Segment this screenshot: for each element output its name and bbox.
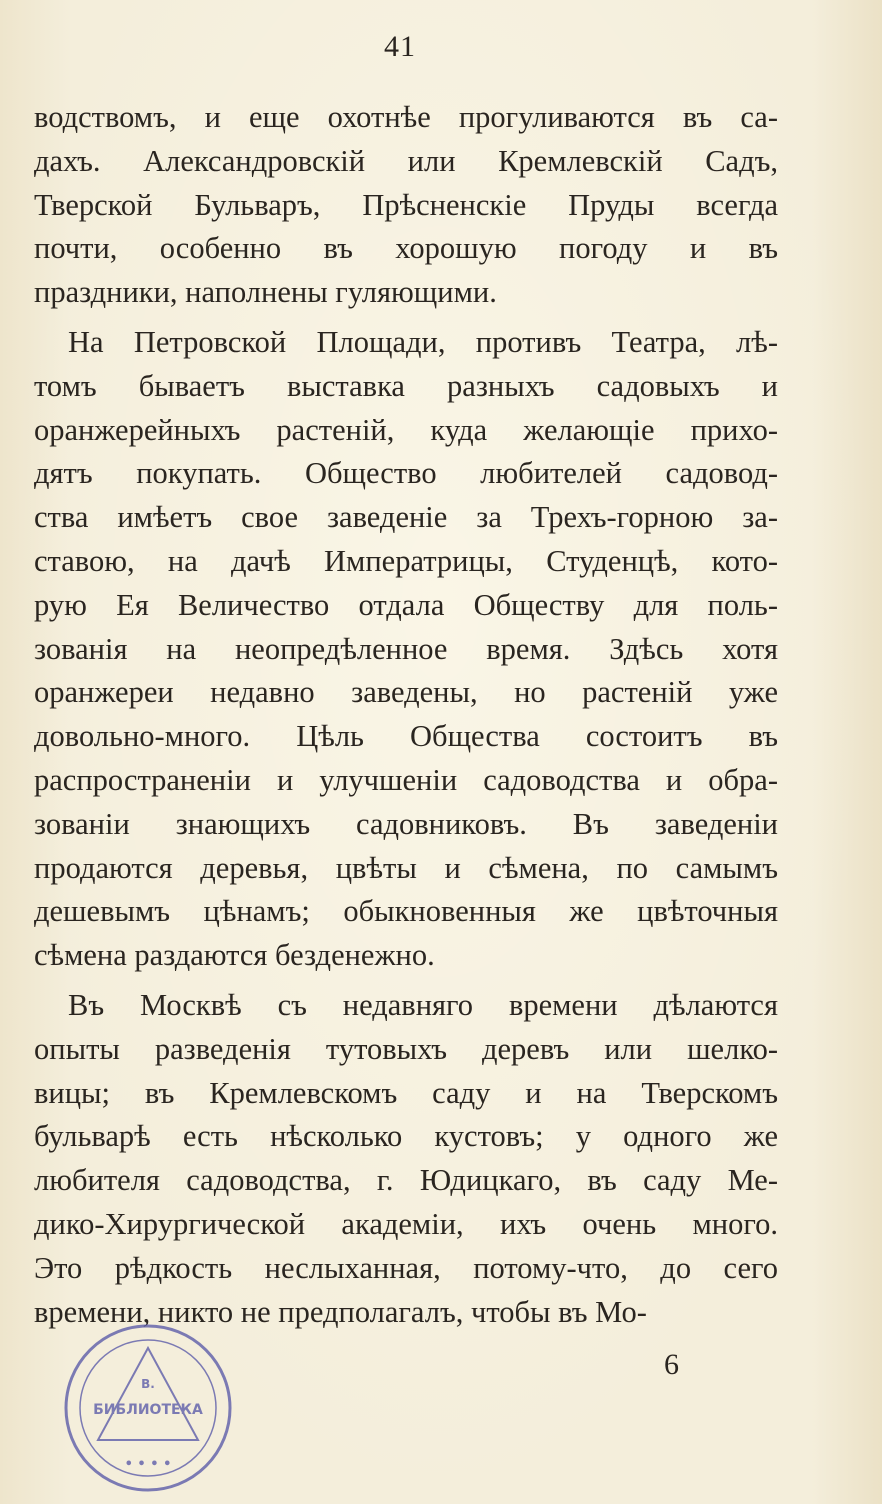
text-line: зованія на неопредѣленное время. Здѣсь хотя <box>34 631 778 666</box>
text-line: дахъ. Александровскій или Кремлевскій Садъ, <box>34 143 778 178</box>
text-line: ства имѣетъ свое заведеніе за Трехъ-горною за- <box>34 500 778 535</box>
svg-text:В.: В. <box>141 1377 155 1391</box>
text-line: любителя садоводства, г. Юдицкаго, въ саду Ме- <box>34 1163 778 1198</box>
page-number: 41 <box>384 30 416 63</box>
text-line: бульварѣ есть нѣсколько кустовъ; у одного же <box>34 1119 778 1154</box>
text-line: времени, никто не предполагалъ, чтобы въ Мо- <box>34 1294 647 1329</box>
text-line: распространеніи и улучшеніи садоводства и обра- <box>34 762 778 797</box>
text-line: дятъ покупать. Общество любителей садовод- <box>34 456 778 491</box>
library-stamp <box>58 1318 238 1498</box>
body-text <box>34 96 778 1334</box>
text-line: зованіи знающихъ садовниковъ. Въ заведеніи <box>34 806 778 841</box>
text-line: праздники, наполнены гуляющими. <box>34 275 497 310</box>
text-line: довольно-много. Цѣль Общества состоитъ въ <box>34 719 778 754</box>
text-line: почти, особенно въ хорошую погоду и въ <box>34 231 778 266</box>
text-line: оранжереи недавно заведены, но растеній уже <box>34 675 778 710</box>
text-line: Въ Москвѣ съ недавняго времени дѣлаются <box>68 987 778 1022</box>
text-line: рую Ея Величество отдала Обществу для поль- <box>34 587 778 622</box>
text-line: опыты разведенія тутовыхъ деревъ или шелко- <box>34 1031 778 1066</box>
text-line: водствомъ, и еще охотнѣе прогуливаются въ са- <box>34 100 778 134</box>
text-line: оранжерейныхъ растеній, куда желающіе прихо- <box>34 412 778 447</box>
text-line: вицы; въ Кремлевскомъ саду и на Тверскомъ <box>34 1075 778 1110</box>
stamp-text: БИБЛИОТЕКА <box>93 1402 203 1418</box>
text-line: Это рѣдкость неслыханная, потому-что, до сего <box>34 1250 778 1285</box>
text-line: На Петровской Площади, противъ Театра, лѣ- <box>68 324 778 359</box>
text-line: томъ бываетъ выставка разныхъ садовыхъ и <box>34 368 778 403</box>
text-line: дико-Хирургической академіи, ихъ очень много. <box>34 1206 778 1241</box>
text-line: дешевымъ цѣнамъ; обыкновенныя же цвѣточныя <box>34 894 778 929</box>
text-line: сѣмена раздаются безденежно. <box>34 938 435 973</box>
text-line: Тверской Бульваръ, Прѣсненскіе Пруды всегда <box>34 187 778 222</box>
text-line: продаются деревья, цвѣты и сѣмена, по самымъ <box>34 850 778 885</box>
svg-text:• • • •: • • • • <box>124 1457 172 1472</box>
signature-mark: 6 <box>664 1348 679 1381</box>
text-line: ставою, на дачѣ Императрицы, Студенцѣ, кото- <box>34 543 778 578</box>
